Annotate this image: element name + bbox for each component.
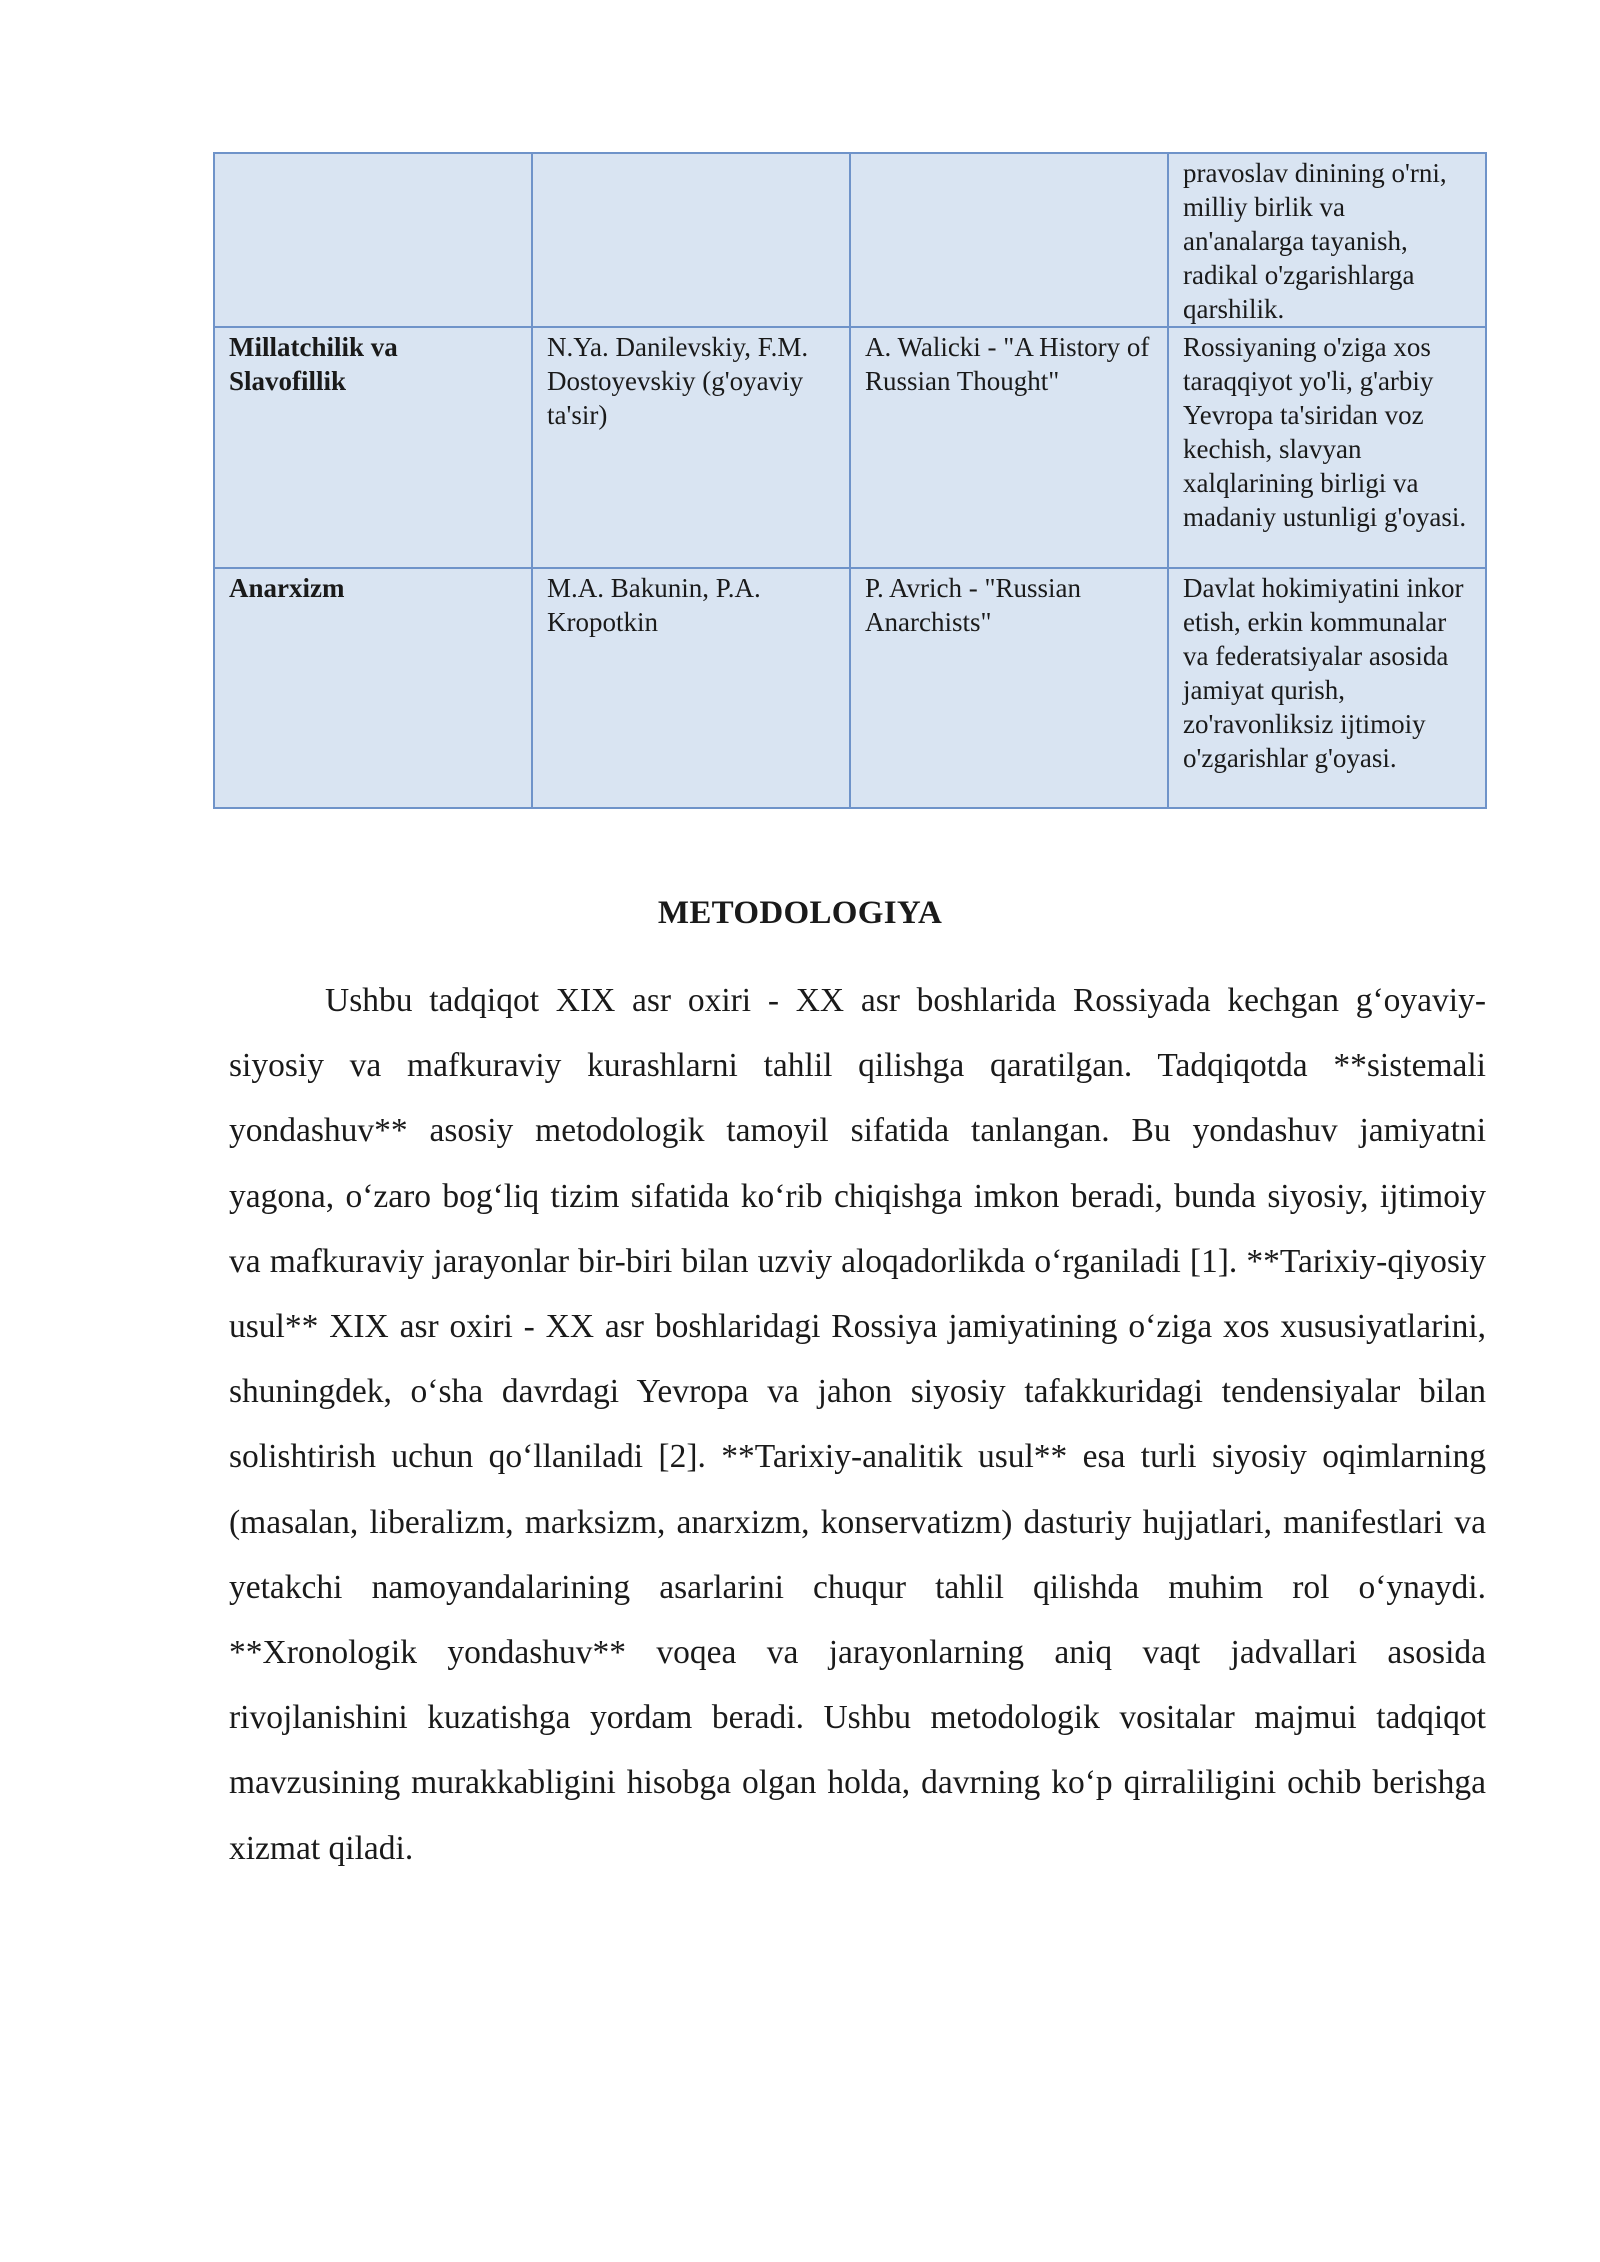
table-cell-ideas: pravoslav dinining o'rni, milliy birlik va an'analarga tayanish, radikal o'zgarishlarga qarshilik.	[1168, 153, 1486, 327]
table-row	[214, 568, 1486, 808]
table-row	[214, 327, 1486, 568]
table-cell-representatives	[532, 153, 850, 327]
table-cell-ideas: Davlat hokimiyatini inkor etish, erkin kommunalar va federatsiyalar asosida jamiyat qurish, zo'ravonliksiz ijtimoiy o'zgarishlar g'oyasi.	[1168, 568, 1486, 808]
table-cell-source: P. Avrich - "Russian Anarchists"	[850, 568, 1168, 808]
table-cell-ideas: Rossiyaning o'ziga xos taraqqiyot yo'li, g'arbiy Yevropa ta'siridan voz kechish, slavyan xalqlarining birligi va madaniy ustunligi g'oyasi.	[1168, 327, 1486, 568]
section-heading: METODOLOGIYA	[657, 895, 943, 931]
table-cell-movement: Anarxizm	[214, 568, 532, 808]
methodology-paragraph: Ushbu tadqiqot XIX asr oxiri - XX asr boshlarida Rossiyada kechgan g‘oyaviy-siyosiy va mafkuraviy kurashlarni tahlil qilishga qaratilgan. Tadqiqotda **sistemali yondashuv** asosiy metodologik tamoyil sifatida tanlangan. Bu yondashuv jamiyatni yagona, o‘zaro bog‘liq tizim sifatida ko‘rib chiqishga imkon beradi, bunda siyosiy, ijtimoiy va mafkuraviy jarayonlar bir-biri bilan uzviy aloqadorlikda o‘rganiladi [1]. **Tarixiy-qiyosiy usul** XIX asr oxiri - XX asr boshlaridagi Rossiya jamiyatining o‘ziga xos xususiyatlarini, shuningdek, o‘sha davrdagi Yevropa va jahon siyosiy tafakkuridagi tendensiyalar bilan solishtirish uchun qo‘llaniladi [2]. **Tarixiy-analitik usul** esa turli siyosiy oqimlarning (masalan, liberalizm, marksizm, anarxizm, konservatizm) dasturiy hujjatlari, manifestlari va yetakchi namoyandalarining asarlarini chuqur tahlil qilishda muhim rol o‘ynaydi. **Xronologik yondashuv** voqea va jarayonlarning aniq vaqt jadvallari asosida rivojlanishini kuzatishga yordam beradi. Ushbu metodologik vositalar majmui tadqiqot mavzusining murakkabligini hisobga olgan holda, davrning ko‘p qirraliligini ochib berishga xizmat qiladi.	[229, 982, 1486, 1867]
table-row	[214, 153, 1486, 327]
table-cell-source	[850, 153, 1168, 327]
table-cell-source: A. Walicki - "A History of Russian Thought"	[850, 327, 1168, 568]
table-cell-representatives: M.A. Bakunin, P.A. Kropotkin	[532, 568, 850, 808]
table-cell-movement	[214, 153, 532, 327]
table-cell-movement: Millatchilik va Slavofillik	[214, 327, 532, 568]
table-cell-representatives: N.Ya. Danilevskiy, F.M. Dostoyevskiy (g'oyaviy ta'sir)	[532, 327, 850, 568]
movements-table	[213, 152, 1487, 809]
